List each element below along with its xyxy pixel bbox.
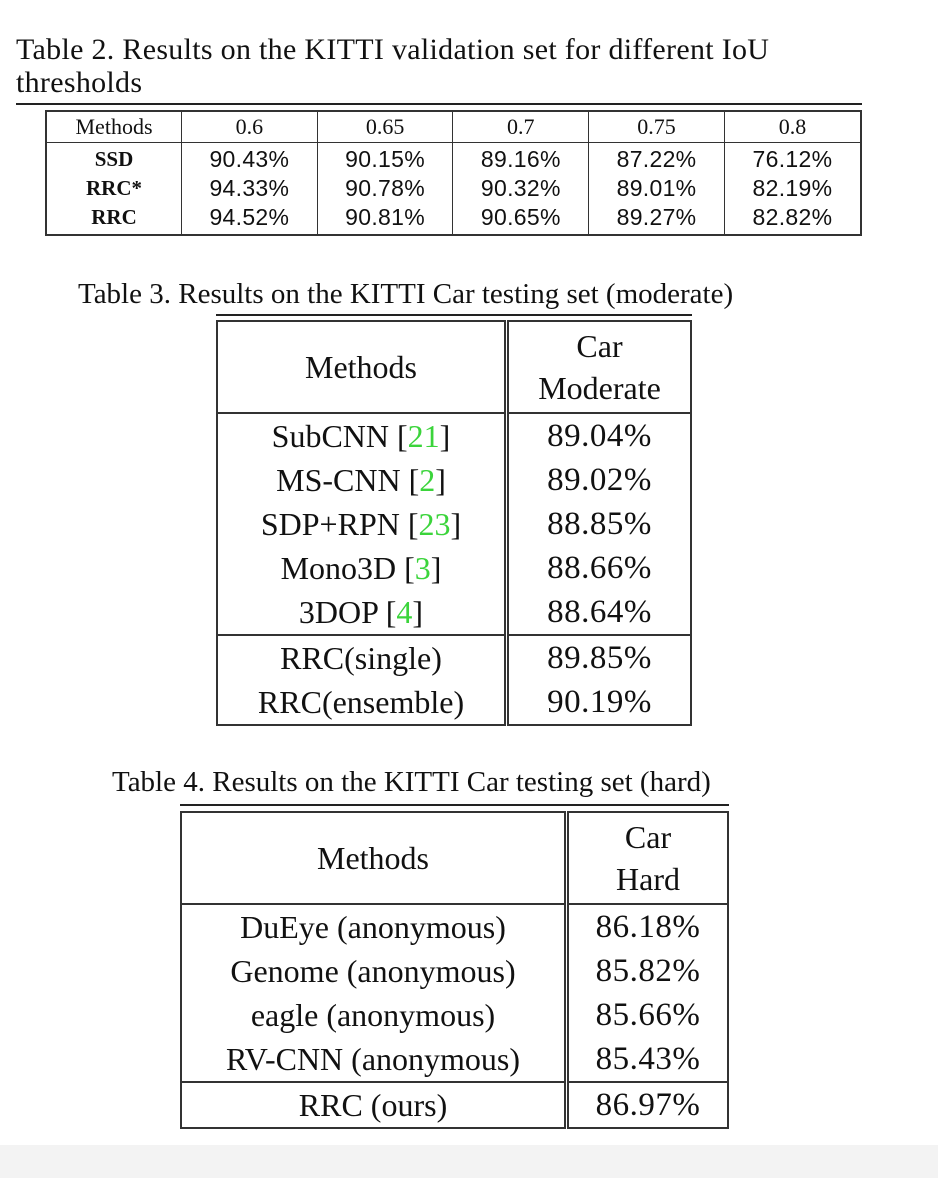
table2-cell: 89.16% <box>453 143 589 175</box>
table4-method: Genome (anonymous) <box>181 949 567 993</box>
citation-link[interactable]: 4 <box>396 594 413 630</box>
table2-caption-line1: Table 2. Results on the KITTI validation set for different IoU <box>16 33 770 66</box>
table-row <box>217 458 691 502</box>
citation-link[interactable]: 3 <box>414 550 431 586</box>
table2-header-iou: 0.7 <box>453 111 589 143</box>
table4-method: eagle (anonymous) <box>181 993 567 1037</box>
table4-method: DuEye (anonymous) <box>181 904 567 949</box>
table3-method: RRC(ensemble) <box>217 680 507 725</box>
table3-value: 89.85% <box>507 635 692 680</box>
table4-value: 85.43% <box>595 1041 701 1077</box>
table2-header-methods: Methods <box>46 111 182 143</box>
table3-header-line1: Car <box>576 328 623 364</box>
table2-cell: 90.81% <box>317 203 453 235</box>
citation-link[interactable]: 23 <box>418 506 451 542</box>
method-name: SubCNN <box>271 418 390 454</box>
table2-method: SSD <box>46 143 182 175</box>
table3-value: 89.04% <box>547 418 652 454</box>
table3-header-car-moderate <box>507 321 692 413</box>
table4-value: 86.97% <box>567 1082 729 1128</box>
method-name: Mono3D <box>280 550 397 586</box>
table-row <box>181 1037 728 1082</box>
table3-header-line2: Moderate <box>538 370 661 406</box>
table-row <box>46 203 861 235</box>
table2-caption <box>16 30 769 100</box>
table-row <box>181 949 728 993</box>
table2-cell: 94.52% <box>182 203 318 235</box>
table2-cell: 90.43% <box>182 143 318 175</box>
table2-cell: 89.27% <box>589 203 725 235</box>
table2 <box>45 110 862 236</box>
table3-top-rule <box>216 314 692 316</box>
table2-cell: 94.33% <box>182 174 318 203</box>
table2-cell: 90.78% <box>317 174 453 203</box>
table4-header-line1: Car <box>624 819 672 855</box>
table-row <box>217 680 691 725</box>
method-name: MS-CNN <box>276 462 401 498</box>
table4-value: 85.82% <box>595 953 701 989</box>
method-name: 3DOP <box>298 594 378 630</box>
table2-cell: 90.65% <box>453 203 589 235</box>
table4-method: RRC (ours) <box>181 1082 567 1128</box>
table2-cell: 89.01% <box>589 174 725 203</box>
table3-method: SubCNN [21] <box>217 413 507 458</box>
bottom-strip <box>0 1145 938 1178</box>
table2-cell: 82.19% <box>724 174 861 203</box>
table4-header-line2: Hard <box>616 861 680 897</box>
table3-value: 90.19% <box>547 684 652 720</box>
table2-cell: 82.82% <box>724 203 861 235</box>
table2-cell: 90.15% <box>317 143 453 175</box>
table3-method: Mono3D [3] <box>217 546 507 590</box>
table3-header-methods: Methods <box>217 321 507 413</box>
table2-header-row <box>46 111 861 143</box>
table4-header-car-hard <box>567 812 729 904</box>
table4-value: 85.66% <box>595 997 701 1033</box>
method-name: SDP+RPN <box>260 506 400 542</box>
table3-method: 3DOP [4] <box>217 590 507 635</box>
table-row <box>217 635 691 680</box>
table2-method: RRC <box>46 203 182 235</box>
table3-value: 88.64% <box>547 594 652 630</box>
table-row <box>181 904 728 949</box>
table4-caption: Table 4. Results on the KITTI Car testing set (hard) <box>112 766 711 798</box>
table3-value: 88.66% <box>547 550 652 586</box>
table4-header-row <box>181 812 728 904</box>
table4-header-methods: Methods <box>181 812 567 904</box>
table3-value: 88.85% <box>547 506 652 542</box>
table3-caption: Table 3. Results on the KITTI Car testing set (moderate) <box>78 278 734 310</box>
table2-header-iou: 0.6 <box>182 111 318 143</box>
table3-method: SDP+RPN [23] <box>217 502 507 546</box>
table2-cell: 90.32% <box>453 174 589 203</box>
table-row <box>46 143 861 175</box>
table3-header-row <box>217 321 691 413</box>
citation-link[interactable]: 2 <box>419 462 436 498</box>
table4 <box>180 811 729 1129</box>
table4-top-rule <box>180 804 729 806</box>
table4-value: 86.18% <box>595 909 701 945</box>
citation-link[interactable]: 21 <box>407 418 440 454</box>
table2-header-iou: 0.8 <box>724 111 861 143</box>
table-row <box>217 502 691 546</box>
table-row <box>181 993 728 1037</box>
table2-header-iou: 0.65 <box>317 111 453 143</box>
table3-method: MS-CNN [2] <box>217 458 507 502</box>
table2-method: RRC* <box>46 174 182 203</box>
table2-cell: 76.12% <box>724 143 861 175</box>
table-row <box>46 174 861 203</box>
table3 <box>216 320 692 726</box>
table2-header-iou: 0.75 <box>589 111 725 143</box>
table-row <box>217 413 691 458</box>
table2-caption-line2: thresholds <box>16 66 143 99</box>
table2-top-rule <box>16 103 862 105</box>
table2-cell: 87.22% <box>589 143 725 175</box>
table-row <box>181 1082 728 1128</box>
table3-method: RRC(single) <box>217 635 507 680</box>
table-row <box>217 546 691 590</box>
table4-method: RV-CNN (anonymous) <box>181 1037 567 1082</box>
table-row <box>217 590 691 635</box>
table3-value: 89.02% <box>547 462 652 498</box>
